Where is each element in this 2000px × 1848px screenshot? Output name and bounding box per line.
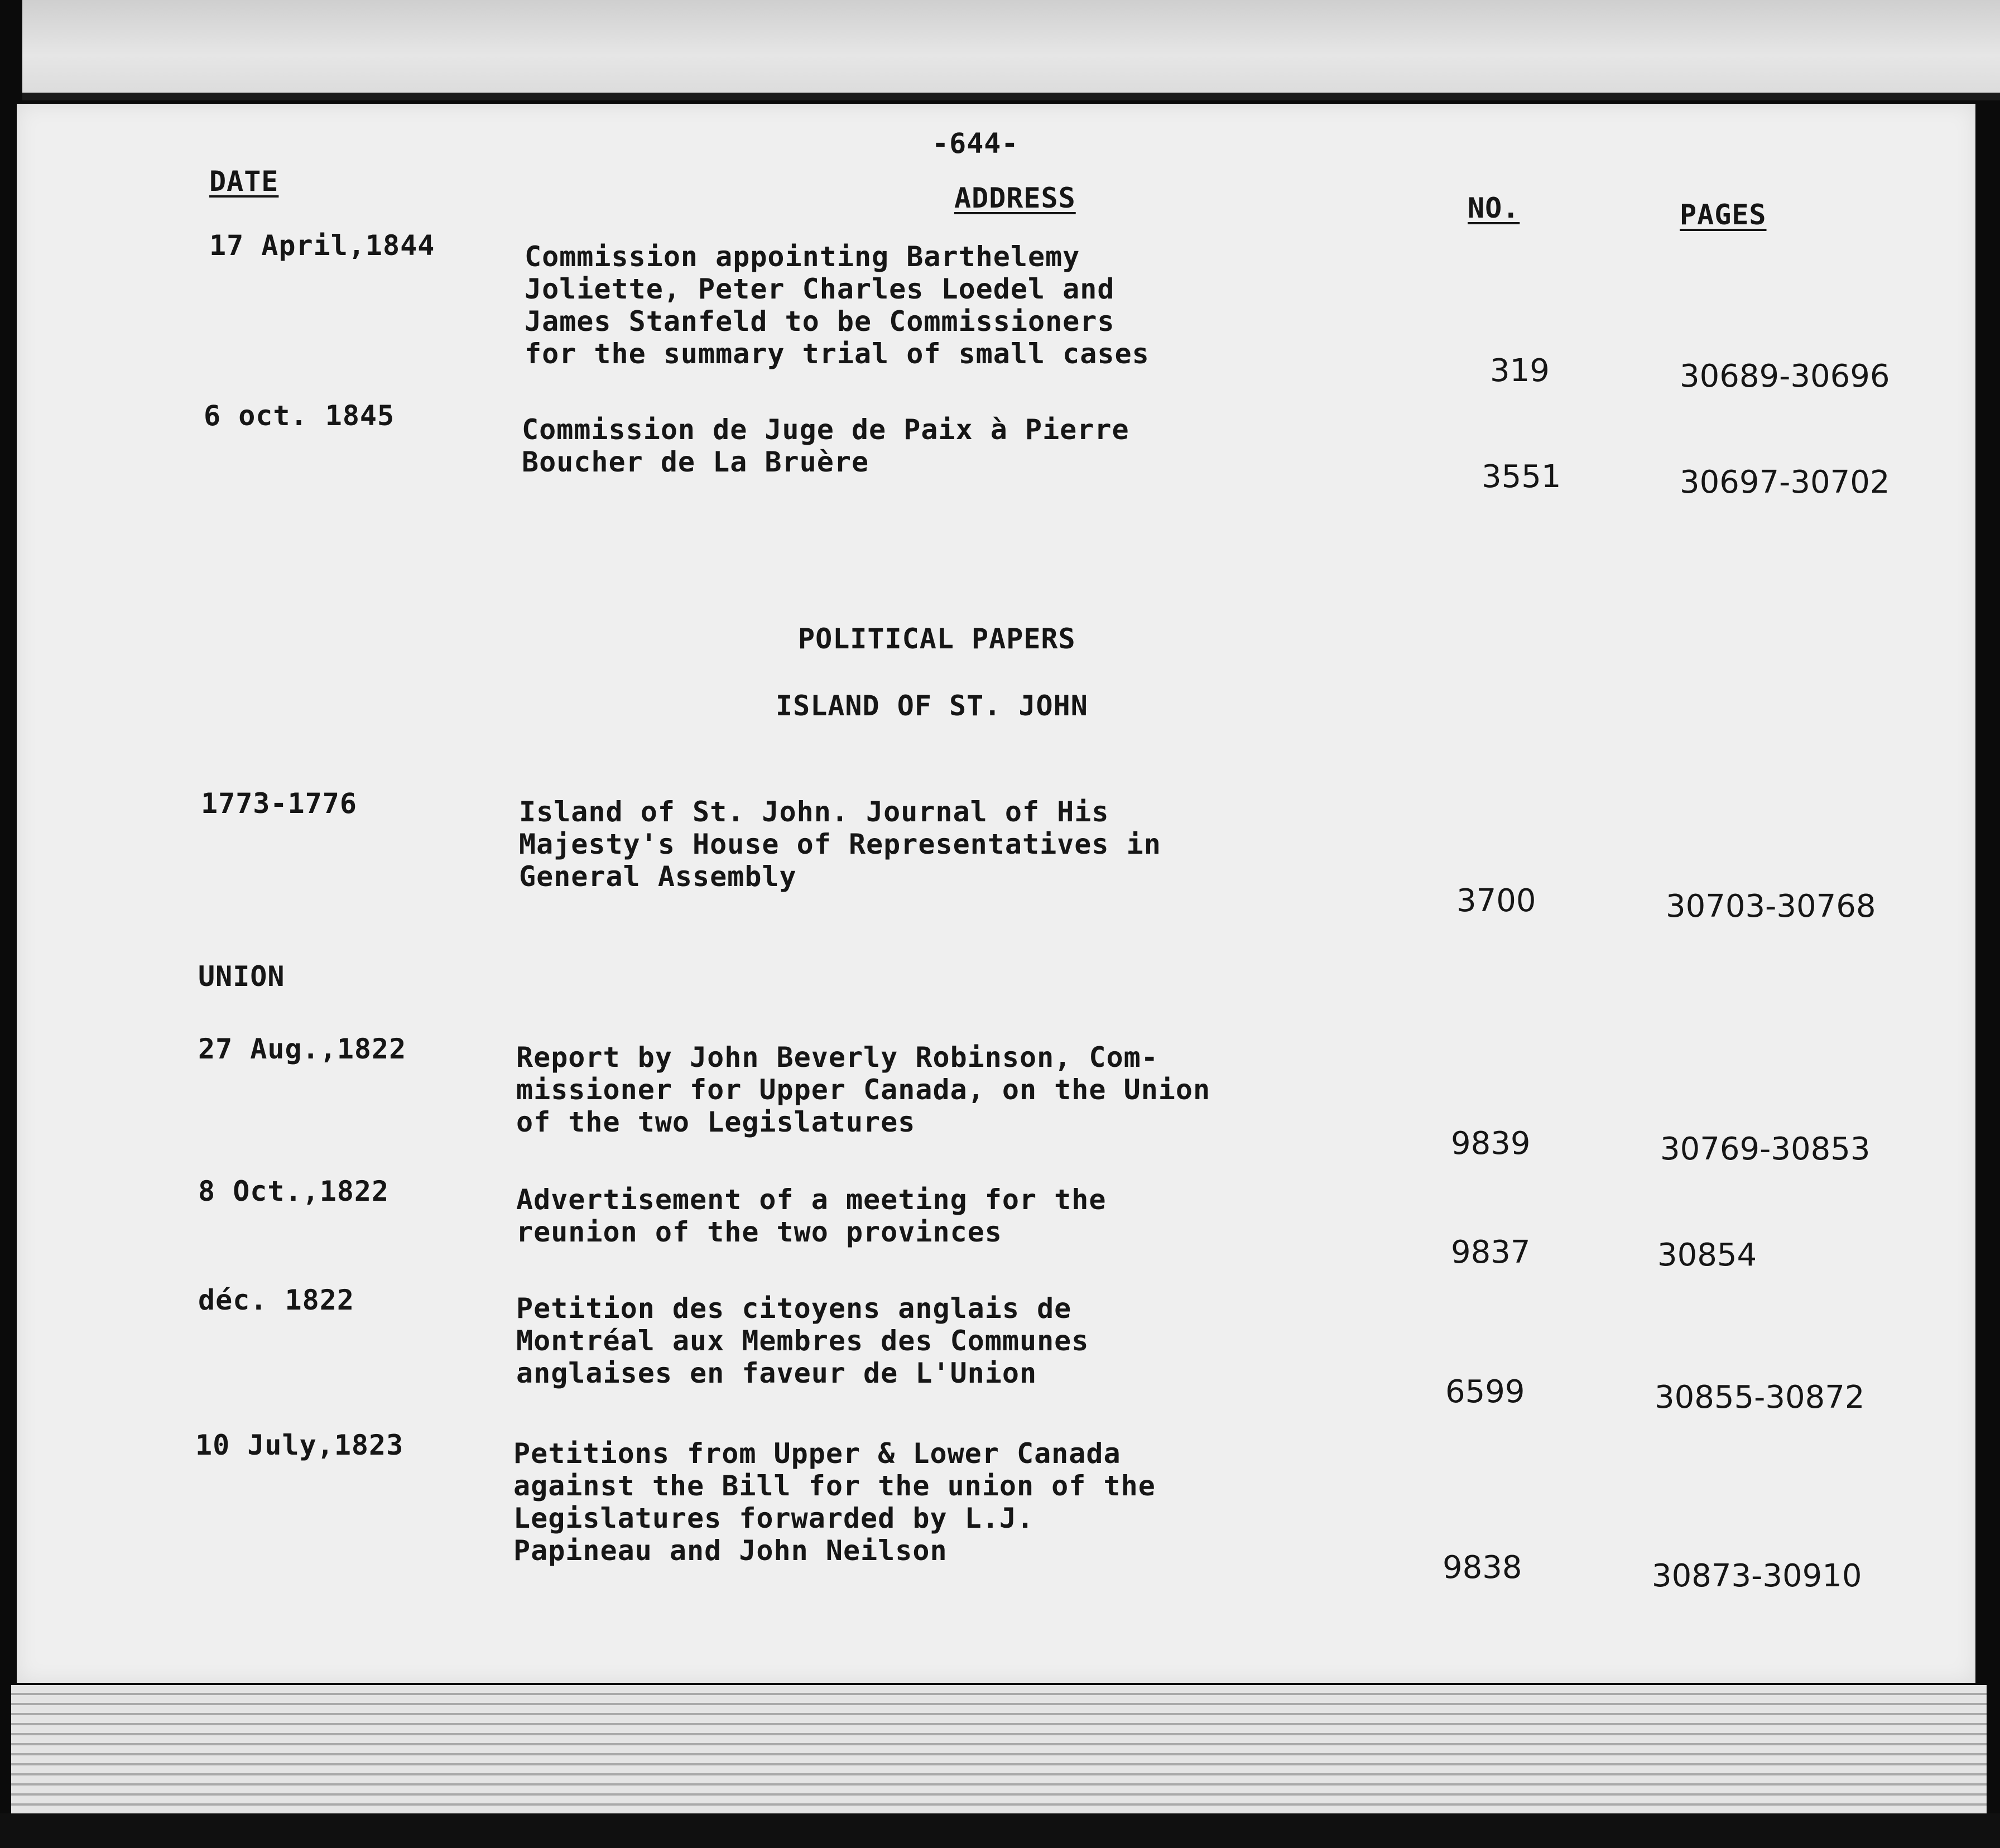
description-line: of the two Legislatures — [516, 1106, 916, 1138]
entry-pages: 30697-30702 — [1680, 464, 1890, 501]
entry-date: déc. 1822 — [198, 1284, 354, 1316]
description-line: Papineau and John Neilson — [513, 1534, 948, 1567]
description-line: for the summary trial of small cases — [525, 338, 1150, 370]
description-line: Advertisement of a meeting for the — [516, 1183, 1107, 1216]
entry-number: 3700 — [1456, 883, 1536, 919]
page-number: -644- — [932, 127, 1019, 160]
entry-pages: 30854 — [1657, 1237, 1757, 1273]
entry-pages: 30855-30872 — [1655, 1379, 1865, 1416]
entry-description — [516, 1292, 1364, 1389]
section-heading-political-papers: POLITICAL PAPERS — [798, 623, 1076, 655]
description-line: Report by John Beverly Robinson, Com- — [516, 1041, 1158, 1074]
entry-date: 10 July,1823 — [195, 1429, 404, 1461]
description-line: Commission de Juge de Paix à Pierre — [522, 413, 1129, 446]
entry-pages: 30703-30768 — [1666, 888, 1876, 925]
entry-number: 319 — [1490, 353, 1550, 389]
description-line: missioner for Upper Canada, on the Union — [516, 1074, 1211, 1106]
description-line: Petition des citoyens anglais de — [516, 1292, 1072, 1325]
description-line: Montréal aux Membres des Communes — [516, 1325, 1089, 1357]
column-header-date: DATE — [209, 165, 279, 198]
description-line: anglaises en faveur de L'Union — [516, 1357, 1037, 1389]
description-line: Majesty's House of Representatives in — [519, 828, 1161, 860]
description-line: James Stanfeld to be Commissioners — [525, 305, 1115, 338]
section-heading-union: UNION — [198, 960, 285, 993]
description-line: Commission appointing Barthelemy — [525, 240, 1080, 273]
entry-number: 9839 — [1451, 1125, 1531, 1162]
entry-description — [519, 796, 1367, 893]
column-header-pages: PAGES — [1680, 199, 1767, 231]
column-header-address: ADDRESS — [954, 182, 1076, 214]
description-line: Petitions from Upper & Lower Canada — [513, 1437, 1121, 1470]
entry-number: 9838 — [1443, 1549, 1522, 1586]
entry-pages: 30689-30696 — [1680, 358, 1890, 394]
description-line: Joliette, Peter Charles Loedel and — [525, 273, 1115, 305]
entry-number: 6599 — [1445, 1374, 1525, 1410]
page-stack-edges — [11, 1685, 1987, 1819]
entry-pages: 30769-30853 — [1660, 1131, 1871, 1167]
entry-description — [516, 1183, 1364, 1248]
description-line: Island of St. John. Journal of His — [519, 796, 1109, 828]
description-line: reunion of the two provinces — [516, 1216, 1002, 1248]
description-line: against the Bill for the union of the — [513, 1470, 1156, 1502]
entry-date: 8 Oct.,1822 — [198, 1175, 390, 1207]
section-heading-island-of-st-john: ISLAND OF ST. JOHN — [776, 690, 1088, 722]
scan-border — [0, 1813, 2000, 1848]
description-line: Legislatures forwarded by L.J. — [513, 1502, 1035, 1534]
entry-description — [522, 413, 1370, 478]
description-line: Boucher de La Bruère — [522, 446, 869, 478]
entry-date: 17 April,1844 — [209, 229, 435, 262]
entry-date: 6 oct. 1845 — [204, 400, 395, 432]
entry-description — [513, 1437, 1362, 1567]
document-page — [17, 104, 1975, 1683]
entry-pages: 30873-30910 — [1652, 1558, 1862, 1594]
description-line: General Assembly — [519, 860, 797, 893]
entry-description — [516, 1041, 1409, 1138]
entry-date: 27 Aug.,1822 — [198, 1033, 407, 1065]
entry-number: 9837 — [1451, 1234, 1531, 1270]
previous-page-strip — [22, 0, 2000, 100]
entry-date: 1773-1776 — [201, 787, 357, 820]
entry-description — [525, 240, 1373, 370]
column-header-no: NO. — [1468, 192, 1520, 224]
entry-number: 3551 — [1482, 459, 1561, 495]
